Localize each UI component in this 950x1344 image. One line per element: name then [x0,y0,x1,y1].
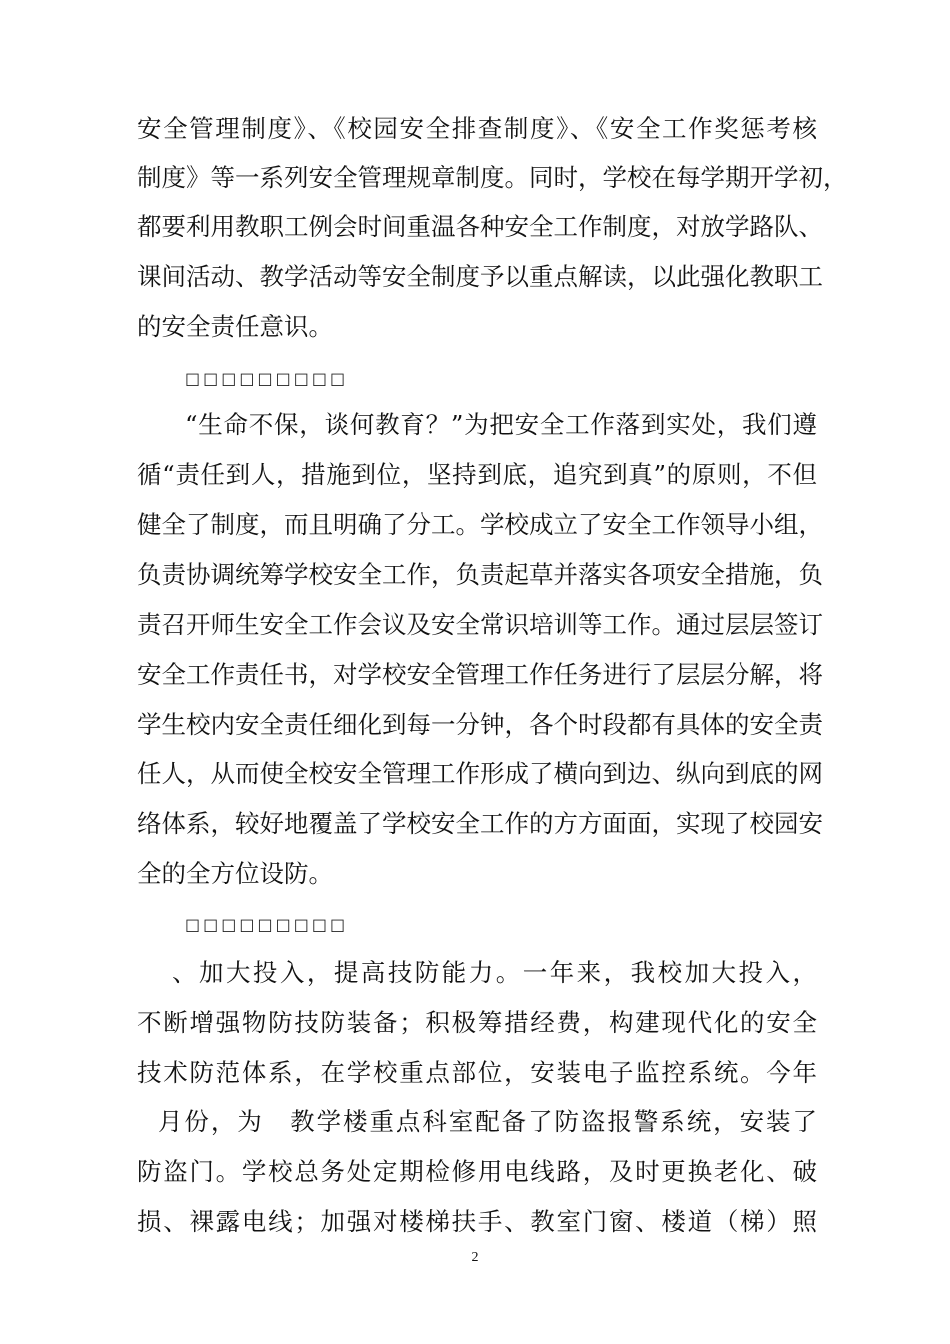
p1-line-2: 制度》等一系列安全管理规章制度。同时，学校在每学期开学初， [137,163,848,192]
p1-line-3: 都要利用教职工例会时间重温各种安全工作制度，对放学路队、 [137,212,823,241]
p3-line-2: 不断增强物防技防装备；积极筹措经费，构建现代化的安全 [137,1008,817,1037]
p2-line-6: 安全工作责任书，对学校安全管理工作任务进行了层层分解，将 [137,660,823,689]
p2-line-3: 健全了制度，而且明确了分工。学校成立了安全工作领导小组， [137,510,823,539]
p3-line-5: 防盗门。学校总务处定期检修用电线路，及时更换老化、破 [137,1157,817,1186]
section-heading-2: □□□□□□□□□ [185,915,349,934]
p1-line-1: 安全管理制度》、《校园安全排查制度》、《安全工作奖惩考核 [137,114,817,143]
p2-line-5: 责召开师生安全工作会议及安全常识培训等工作。通过层层签订 [137,610,823,639]
p1-line-5: 的安全责任意识。 [137,312,333,341]
p2-line-4: 负责协调统筹学校安全工作，负责起草并落实各项安全措施，负 [137,560,823,589]
p1-line-4: 课间活动、教学活动等安全制度予以重点解读，以此强化教职工 [137,262,823,291]
p3-line-6: 损、裸露电线；加强对楼梯扶手、教室门窗、楼道（梯）照 [137,1207,817,1236]
p2-line-10: 全的全方位设防。 [137,859,333,888]
p3-line-4: 月份，为 教学楼重点科室配备了防盗报警系统，安装了 [158,1107,817,1136]
page-number: 2 [471,1250,479,1265]
p2-line-1: “生命不保，谈何教育？”为把安全工作落到实处，我们遵 [185,410,817,439]
p2-line-8: 任人，从而使全校安全管理工作形成了横向到边、纵向到底的网 [137,759,823,788]
section-heading-1: □□□□□□□□□ [185,369,349,388]
p2-line-2: 循“责任到人，措施到位，坚持到底，追究到真”的原则，不但 [137,460,817,489]
p3-line-1: 、加大投入，提高技防能力。一年来，我校加大投入， [172,958,817,987]
p2-line-7: 学生校内安全责任细化到每一分钟，各个时段都有具体的安全责 [137,710,823,739]
p2-line-9: 络体系，较好地覆盖了学校安全工作的方方面面，实现了校园安 [137,809,823,838]
p3-line-3: 技术防范体系，在学校重点部位，安装电子监控系统。今年 [137,1058,817,1087]
